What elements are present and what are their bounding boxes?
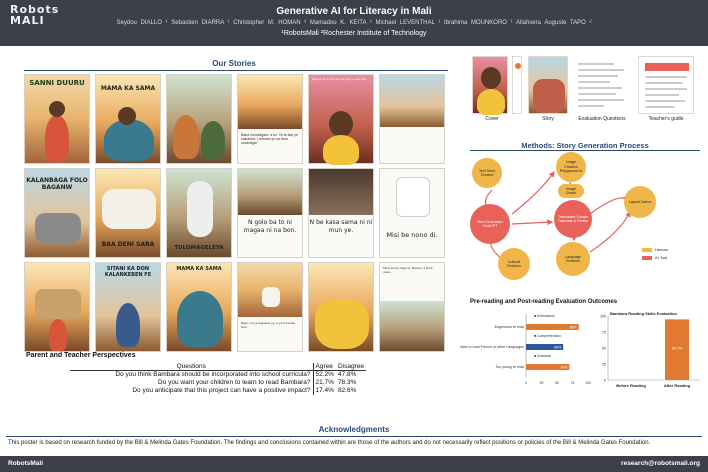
text-lines-icon [574, 56, 630, 114]
story-caption: N golo ba to ni magaa ni na bon. [243, 219, 297, 234]
col-agree: Agree [313, 363, 336, 371]
story-caption: N be kasa sama ni ni mun ye. [309, 219, 373, 234]
story-illustration [238, 169, 302, 215]
donkey-figure [35, 213, 81, 243]
perspectives-table [70, 363, 366, 395]
evaluation-heading: Pre-reading and Post-reading Evaluation Outcomes [470, 299, 618, 305]
evaluation-questions-label: Evaluation Questions [578, 116, 626, 122]
teachers-guide-label: Teacher's guide [648, 116, 684, 122]
character-figure [323, 135, 359, 165]
story-caption: SANNI DUURU [29, 79, 85, 87]
story-caption: TULOMAGELEYA [174, 245, 224, 251]
story-caption: MAMA KA SAMA [100, 85, 156, 92]
mango-pile-figure [315, 299, 369, 349]
bar-category-label: Eagerness to read [494, 325, 524, 329]
x-category-label: Before Reading [616, 383, 646, 388]
story-caption: SITANI KA DON KALANKEBEN FE [104, 266, 152, 278]
question-cell: Do you want your children to learn to read Bambara? [158, 379, 311, 386]
story-illustration [238, 75, 302, 129]
legend-human-label: Human [655, 247, 668, 252]
character-figure [104, 119, 154, 161]
node-cultural-revision: Cultural Revision [498, 248, 530, 280]
legend-label: ■ Enthusiasm [534, 314, 555, 318]
parent-perspectives-heading: Parent and Teacher Perspectives [26, 352, 136, 359]
methods-heading: Methods: Story Generation Process [521, 141, 649, 150]
crowd-figure [533, 79, 565, 113]
logo-text-top: Robots [10, 3, 60, 16]
bar-value-label: 85% [569, 325, 577, 330]
story-caption: Misi be nono di. [386, 231, 438, 239]
footer-email[interactable]: research@robotsmali.org [621, 460, 700, 467]
hut-figure [35, 289, 81, 319]
story-tile [166, 168, 232, 258]
story-tile [95, 262, 161, 352]
story-tile [379, 74, 445, 164]
character-figure [173, 115, 199, 159]
node-image-check: Image Check [558, 184, 584, 198]
story-text: Mariya nieri munmun ka bolo ye san lolo... [312, 77, 369, 81]
acknowledgments-text: This poster is based on research funded by the Bill & Melinda Gates Foundation. The findings and conclusions contained within are those of the authors and do not necessarily reflect positions or policies of the Bill & Melinda Gates Foundation. [8, 440, 651, 446]
story-tile [308, 262, 374, 352]
cover-thumbnail [472, 56, 508, 114]
y-tick-label: 100 [600, 314, 606, 319]
story-label: Story [542, 116, 554, 122]
footer-bar [0, 456, 708, 472]
eval-right-chart [594, 310, 704, 396]
table-header-row [70, 363, 366, 371]
robotsmali-badge-icon [515, 63, 521, 69]
story-text: Baso, n'a ye dugukolo ye, a y'a to ka taa bosi... [241, 321, 295, 329]
cover-label: Cover [485, 116, 499, 122]
character-figure [177, 291, 223, 347]
goat-figure [102, 189, 156, 229]
bar-category-label: Able to read French or other Languages [460, 345, 524, 349]
y-tick-label: 25 [602, 362, 606, 367]
node-text-seed: Text Seed Created [472, 158, 502, 188]
col-questions: Questions [70, 363, 313, 371]
story-tile [379, 168, 445, 258]
table-row [70, 371, 366, 380]
methods-divider [470, 150, 700, 151]
node-layout: Layout Canva [624, 186, 656, 218]
story-generation-diagram [470, 152, 700, 292]
x-tick-label: 50 [555, 381, 559, 385]
story-caption: MAMA KA SAMA [176, 266, 222, 272]
table-row [70, 379, 366, 387]
story-caption: KALANBAGA FOLO BAGANW [26, 177, 88, 191]
node-text-generation: Text Generation ChatGPT [470, 204, 510, 244]
story-tile [308, 168, 374, 258]
character-figure [201, 121, 225, 159]
story-grid [24, 74, 444, 354]
story-thumbnail [528, 56, 568, 114]
story-tile [24, 74, 90, 164]
teachers-guide-thumbnail [638, 56, 694, 114]
rabbit-figure [187, 181, 213, 237]
stories-divider [24, 70, 448, 71]
question-cell: Do you anticipate that this project can have a positive impact? [132, 387, 311, 394]
bar-value-label: 70% [560, 365, 568, 370]
character-head [329, 111, 353, 137]
story-tile [95, 74, 161, 164]
logo-text-bottom: MALI [10, 14, 45, 27]
node-translation: Translation Google Translate & Revise [554, 200, 592, 238]
character-head [118, 107, 136, 125]
y-tick-label: 50 [602, 346, 606, 351]
chart-title: Bambara Reading Skills Evaluation [610, 311, 677, 316]
character-head [481, 67, 501, 89]
y-tick-label: 75 [602, 330, 606, 335]
bar-value-label: 94.7% [671, 346, 683, 351]
story-text: Muso ka fen dogo la, Mamou, a fa ka muso... [383, 266, 433, 274]
poster-title: Generative AI for Literacy in Mali [276, 6, 432, 17]
x-tick-label: 25 [539, 381, 544, 385]
story-tile [237, 168, 303, 258]
legend-human-swatch [642, 248, 652, 252]
x-tick-label: 0 [525, 381, 527, 385]
story-tile [24, 168, 90, 258]
story-illustration [309, 169, 373, 215]
legend-ai-label: AI Tool [655, 255, 668, 260]
story-tile [166, 262, 232, 352]
goat-figure [262, 287, 280, 307]
character-head [49, 101, 65, 117]
story-illustration [380, 301, 444, 351]
node-image-creation: Image Creation Playground AI [556, 152, 586, 182]
x-tick-label: 75 [570, 381, 575, 385]
table-row [70, 387, 366, 395]
agree-cell: 21.7% [313, 379, 336, 387]
character-figure [116, 303, 140, 347]
character-figure [477, 89, 505, 115]
acknowledgments-heading: Acknowledgments [318, 425, 390, 434]
ack-divider [6, 436, 702, 437]
disagree-cell: 47.8% [337, 371, 357, 378]
story-tile [95, 168, 161, 258]
character-figure [45, 115, 69, 161]
col-disagree: Disagree [337, 363, 364, 370]
footer-org: RobotsMali [8, 460, 44, 467]
y-tick-label: 0 [604, 378, 606, 383]
story-text: Baba nicondigara, a toi ' Ni ta fayi ye, zakuridia. I domani ye na fana nicondigar' [241, 133, 299, 145]
affiliations: ¹RobotsMali ²Rochester Institute of Technology [281, 30, 427, 37]
eval-left-chart [460, 310, 594, 396]
header-banner [0, 0, 708, 46]
agree-cell: 52.2% [313, 371, 336, 380]
story-caption: BAA DENI SABA [101, 241, 155, 248]
disagree-cell: 82.6% [337, 387, 357, 394]
legend-label: ■ Comprehension [534, 334, 561, 338]
story-tile [166, 74, 232, 164]
story-tile [308, 74, 374, 164]
node-language-revision: Language Revision [556, 242, 590, 276]
bar-value-label: 60% [554, 345, 562, 350]
story-tile [237, 262, 303, 352]
evaluation-questions-thumbnail [574, 56, 630, 114]
text-lines-icon [639, 57, 695, 115]
milk-jug-illustration [396, 177, 430, 217]
legend-label: ■ Grammar [534, 354, 552, 358]
author-list: Seydou DIALLO ¹ Sebastien DIARRA ¹ Christopher M. HOMAN ² Mamadou K. KEITA ¹ Michael LEVENTHAL ¹ Ibrahima MOUNKORO ¹ Allahsera Auguste TAPO ² [116, 20, 592, 26]
character-figure [49, 319, 67, 351]
our-stories-heading: Our Stories [212, 59, 256, 68]
story-tile [379, 262, 445, 352]
x-tick-label: 100 [585, 381, 591, 385]
story-tile [237, 74, 303, 164]
x-category-label: After Reading [663, 383, 691, 388]
cover-spine [512, 56, 522, 114]
bar-category-label: Too young to read [495, 365, 524, 369]
story-illustration [380, 75, 444, 127]
legend-ai-swatch [642, 256, 652, 260]
story-tile [24, 262, 90, 352]
disagree-cell: 78.3% [337, 379, 357, 386]
question-cell: Do you think Bambara should be incorporated into school curricula? [115, 371, 311, 378]
agree-cell: 17.4% [313, 387, 336, 395]
